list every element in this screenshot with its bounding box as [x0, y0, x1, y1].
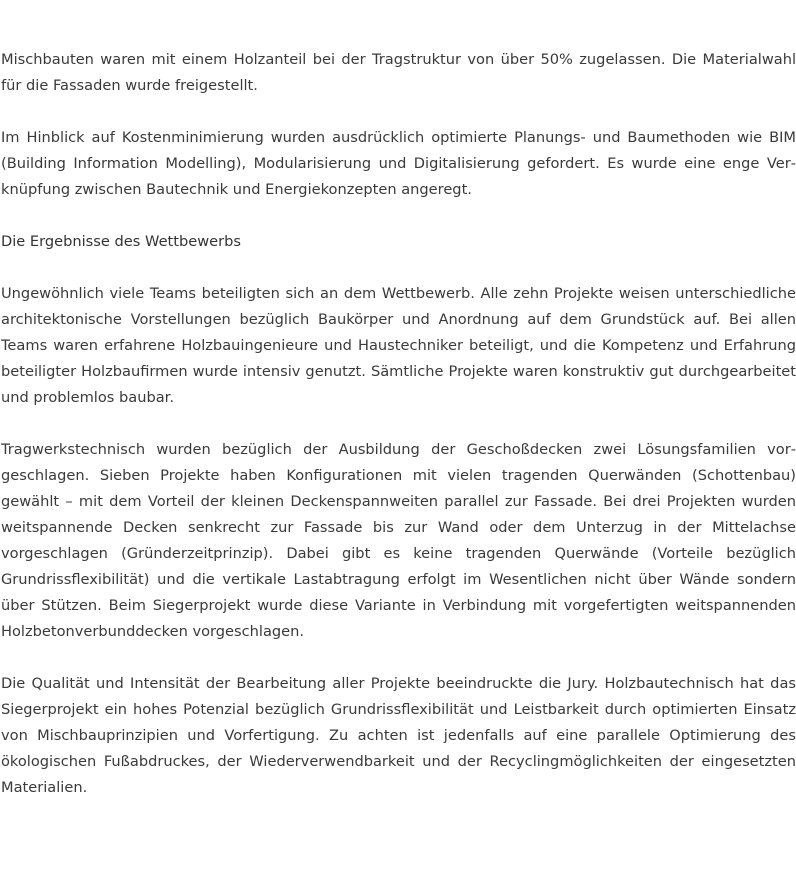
paragraph-cost-methods: Im Hinblick auf Kostenminimierung wurden ausdrücklich optimierte Planungs- und Baumethoden wie BIM (Building Information Modelling), Modularisierung und Digitalisierung gefordert. Es wurde eine enge Verknüpfung zwischen Bautechnik und Energiekonzepten angeregt.: [1, 129, 796, 198]
paragraph-materials: Mischbauten waren mit einem Holzanteil bei der Tragstruktur von über 50% zugelassen. Die Materialwahl für die Fassaden wurde freigestellt.: [1, 51, 796, 94]
paragraph-jury: Die Qualität und Intensität der Bearbeitung aller Projekte beeindruckte die Jury. Holzbautechnisch hat das Siegerprojekt ein hohes Potenzial bezüglich Grundrissflexibilität und Leistbarkeit durch optimierten Einsatz von Mischbauprinzipien und Vorfertigung. Zu achten ist jedenfalls auf eine parallele Optimierung des ökologischen Fußabdruckes, der Wiederverwendbarkeit und der Recyclingmöglichkeiten der eingesetzten Materialien.: [1, 675, 796, 796]
paragraph-teams: Ungewöhnlich viele Teams beteiligten sich an dem Wettbewerb. Alle zehn Projekte weisen unterschiedliche architektonische Vorstellungen bezüglich Baukörper und Anordnung auf dem Grundstück auf. Bei allen Teams waren erfahrene Holzbauingenieure und Haustechniker beteiligt, und die Kompetenz und Erfahrung beteiligter Holzbaufirmen wurde intensiv genutzt. Sämtliche Projekte waren konstruktiv gut durchgearbeitet und problemlos baubar.: [1, 285, 796, 406]
paragraph-structure: Tragwerkstechnisch wurden bezüglich der Ausbildung der Geschoßdecken zwei Lösungsfamilien vorgeschlagen. Sieben Projekte haben Konfigurationen mit vielen tragenden Querwänden (Schottenbau) gewählt – mit dem Vorteil der kleinen Deckenspannweiten parallel zur Fassade. Bei drei Projekten wurden weitspannende Decken senkrecht zur Fassade bis zur Wand oder dem Unterzug in der Mittelachse vorgeschlagen (Gründerzeitprinzip). Dabei gibt es keine tragenden Querwände (Vorteile bezüglich Grundrissflexibilität) und die vertikale Lastabtragung erfolgt im Wesentlichen nicht über Wände sondern über Stützen. Beim Siegerprojekt wurde diese Variante in Verbindung mit vorgefertigten weitspannenden Holzbetonverbunddecken vorgeschlagen.: [1, 441, 796, 640]
article-body: [1, 47, 796, 827]
section-heading-results: Die Ergebnisse des Wettbewerbs: [1, 233, 242, 250]
